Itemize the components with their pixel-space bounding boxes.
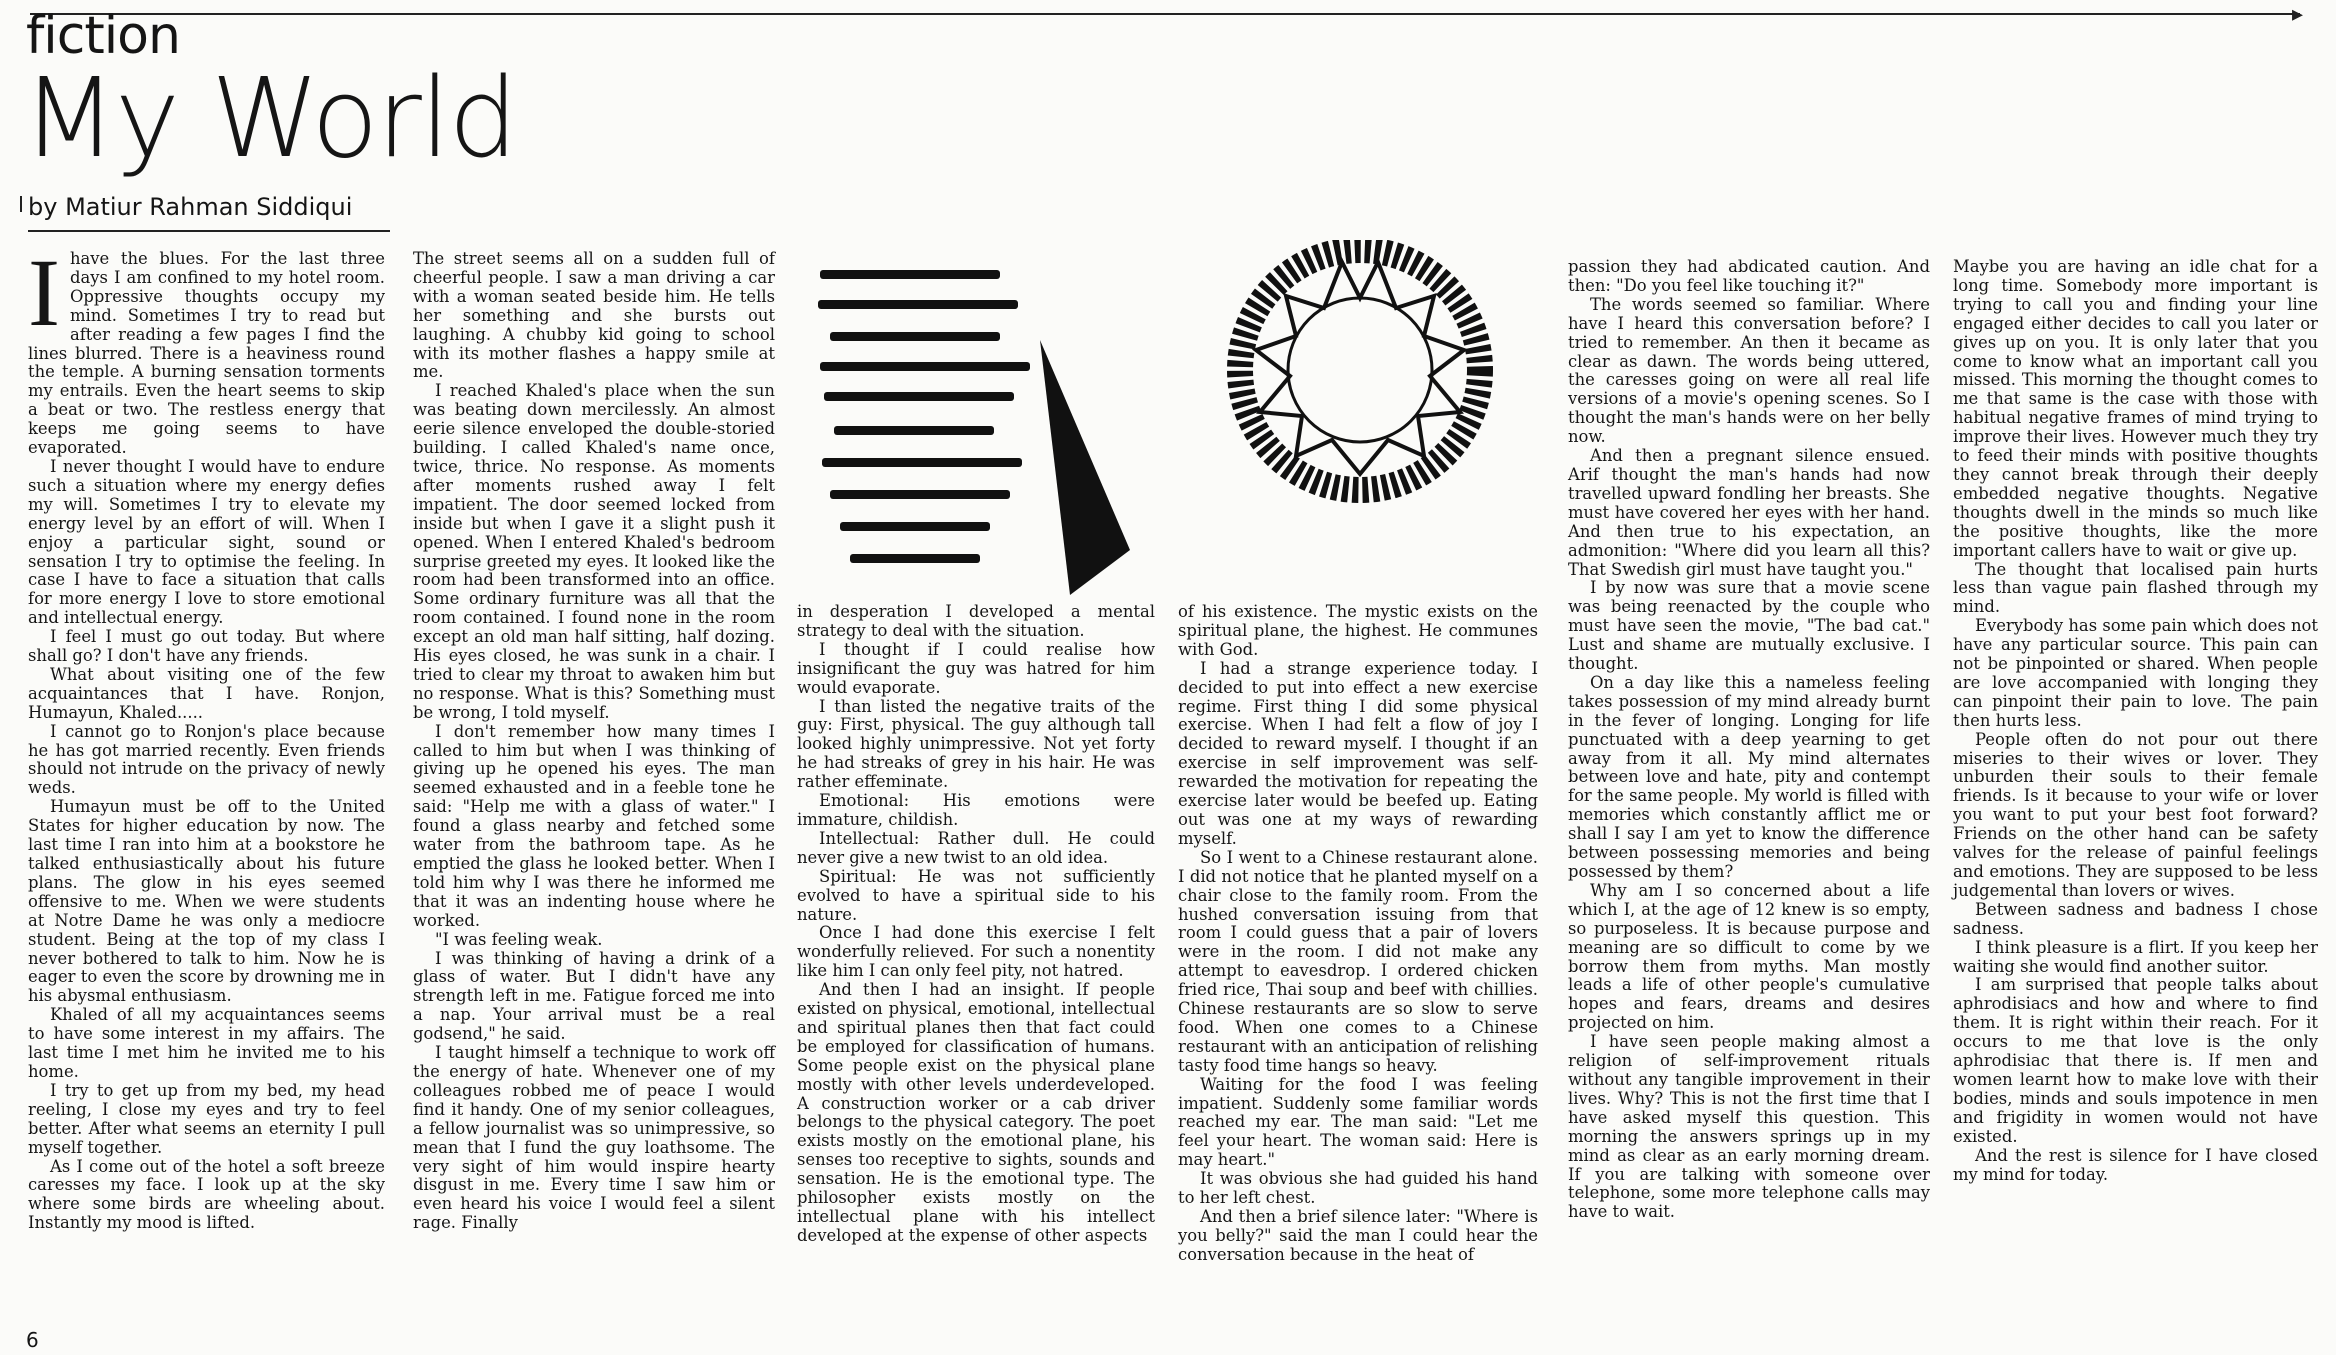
article-paragraph: People often do not pour out there miseries to their wives or lover. They unburden their souls to their female friends. Is it because to your wife or lover you want to put your best foot forward? Friends on the other hand can be safety valves for the release of painful feelings and emotions. They are supposed to be less judgemental than lovers or wives. [1953, 729, 2318, 900]
article-paragraph: And then a pregnant silence ensued. Arif thought the man's hands had now travelled upward fondling her breasts. She must have covered her eyes with her hand. And then true to his expectation, an admonition: "Where did you learn all this? That Swedish girl must have taught you." [1568, 446, 1930, 579]
page-title: My World [22, 54, 517, 182]
article-column-6 [1953, 258, 2318, 1184]
article-paragraph: Emotional: His emotions were immature, childish. [797, 791, 1155, 829]
article-paragraph: I taught himself a technique to work off the energy of hate. Whenever one of my colleagues robbed me of peace I would find it handy. One of my senior colleagues, a fellow journalist was so unimpressive, so mean that I fund the guy loathsome. The very sight of him would inspire hearty disgust in me. Every time I saw him or even heard his voice I would feel a silent rage. Finally [413, 1043, 775, 1233]
article-paragraph: Everybody has some pain which does not have any particular source. This pain can not be pinpointed or shared. When people are love accompanied with longing they can pinpoint their pain to love. The pain then hurts less. [1953, 616, 2318, 730]
scribble-marks-art [818, 270, 1030, 563]
article-paragraph: I have seen people making almost a religion of self-improvement rituals without any tangible improvement in their lives. Why? This is not the first time that I have asked myself this question. This morning the answers springs up in my mind as clear as an early morning dream. If you are talking with someone over telephone, some more telephone calls may have to wait. [1568, 1032, 1930, 1222]
article-paragraph: I am surprised that people talks about aphrodisiacs and how and where to find them. It is right within their reach. For it occurs to me that love is the only aphrodisiac that there is. If men and women learnt how to make love with their bodies, minds and souls impotence in men and frigidity in women would not have existed. [1953, 975, 2318, 1146]
sun-circle-art [1240, 250, 1480, 490]
article-paragraph: Why am I so concerned about a life which I, at the age of 12 knew is so empty, so purposeless. It is because purpose and meaning are so difficult to come by we borrow them from myths. Man mostly leads a life of other people's cumulative hopes and fears, dreams and desires projected on him. [1568, 880, 1930, 1033]
byline-tick [20, 196, 22, 212]
article-paragraph: Spiritual: He was not sufficiently evolved to have a spiritual side to his nature. [797, 866, 1155, 924]
article-paragraph: So I went to a Chinese restaurant alone. I did not notice that he planted myself on a chair close to the family room. From the hushed conversation issuing from that room I could guess that a pair of lovers were in the room. I did not make any attempt to eavesdrop. I ordered chicken fried rice, Thai soup and beef with chillies. Chinese restaurants are so slow to serve food. When one comes to a Chinese restaurant with an anticipation of relishing tasty food time hangs so heavy. [1178, 847, 1538, 1075]
article-column-4 [1178, 603, 1538, 1265]
top-rule [30, 13, 2300, 15]
article-paragraph: I reached Khaled's place when the sun was beating down mercilessly. An almost eerie silence enveloped the double-storied building. I called Khaled's name once, twice, thrice. No response. As moments after moments rushed away I felt impatient. The door seemed locked from inside but when I gave it a slight push it opened. When I entered Khaled's bedroom surprise greeted my eyes. It looked like the room had been transformed into an office. Some ordinary furniture was all that the room contained. I found none in the room except an old man half sitting, half dozing. His eyes closed, he was sunk in a chair. I tried to clear my throat to awaken him but no response. What is this? Something must be wrong, I told myself. [413, 381, 775, 722]
article-paragraph: of his existence. The mystic exists on the spiritual plane, the highest. He communes with God. [1178, 602, 1538, 659]
article-paragraph: The thought that localised pain hurts less than vague pain flashed through my mind. [1953, 559, 2318, 617]
page-number: 6 [26, 1328, 39, 1352]
article-paragraph: As I come out of the hotel a soft breeze caresses my face. I look up at the sky where some birds are wheeling about. Instantly my mood is lifted. [28, 1156, 385, 1233]
illustration [800, 240, 1540, 600]
article-paragraph: I than listed the negative traits of the guy: First, physical. The guy although tall looked highly unimpressive. Not yet forty he had streaks of grey in his hair. He was rather effeminate. [797, 696, 1155, 792]
article-paragraph: Maybe you are having an idle chat for a long time. Somebody more important is trying to call you and finding your line engaged either decides to call you later or gives up on you. It is only later that you come to know what an important call you missed. This morning the thought comes to me that same is the case with those with habitual negative frames of mind trying to improve their lives. However much they try to feed their minds with positive thoughts they cannot break through their deeply embedded negative thoughts. Negative thoughts dwell in the minds so much like the positive thoughts, like the more important callers have to wait or give up. [1953, 257, 2318, 560]
article-paragraph: I don't remember how many times I called to him but when I was thinking of giving up he opened his eyes. The man seemed exhausted and in a feeble tone he said: "Help me with a glass of water." I found a glass nearby and fetched some water from the bathroom tape. As he emptied the glass he looked better. When I told him why I was there he informed me that it was an indenting house where he worked. [413, 721, 775, 930]
article-paragraph: Humayun must be off to the United States for higher education by now. The last time I ran into him at a bookstore he talked enthusiastically about his future plans. The glow in his eyes seemed offensive to me. When we were students at Notre Dame he was only a mediocre student. Being at the top of my class I never bothered to talk to him. Now he is eager to even the score by drowning me in his abysmal enthusiasm. [28, 797, 385, 1006]
article-paragraph: I cannot go to Ronjon's place because he has got married recently. Even friends should not intrude on the privacy of newly weds. [28, 721, 385, 798]
article-paragraph: Khaled of all my acquaintances seems to have some interest in my affairs. The last time I met him he invited me to his home. [28, 1005, 385, 1081]
article-paragraph: I had a strange experience today. I decided to put into effect a new exercise regime. First thing I did some physical exercise. When I had felt a flow of joy I decided to reward myself. I thought if an exercise in self improvement was self-rewarded the motivation for repeating the exercise later would be beefed up. Eating out was one at my ways of rewarding myself. [1178, 658, 1538, 848]
byline: by Matiur Rahman Siddiqui [28, 193, 353, 221]
byline-rule [28, 230, 390, 232]
first-paragraph-text: have the blues. For the last three days I am confined to my hotel room. Oppressive thoughts occupy my mind. Sometimes I try to read but after reading a few pages I find the lines blurred. There is a heaviness round the temple. A burning sensation torments my entrails. Even the heart seems to skip a beat or two. The restless energy that keeps me going seems to have evaporated. [28, 249, 385, 458]
article-paragraph: And the rest is silence for I have closed my mind for today. [1953, 1145, 2318, 1184]
article-paragraph: "I was feeling weak. [435, 929, 603, 949]
article-paragraph: I by now was sure that a movie scene was being reenacted by the couple who must have seen the movie, "The bad cat." Lust and shame are mutually exclusive. I thought. [1568, 578, 1930, 674]
article-paragraph: I thought if I could realise how insignificant the guy was hatred for him would evaporate. [797, 639, 1155, 697]
article-paragraph: in desperation I developed a mental strategy to deal with the situation. [797, 602, 1155, 640]
article-paragraph: It was obvious she had guided his hand to her left chest. [1178, 1169, 1538, 1208]
article-paragraph: I think pleasure is a flirt. If you keep her waiting she would find another suitor. [1953, 937, 2318, 976]
article-paragraph: And then a brief silence later: "Where is you belly?" said the man I could hear the conversation because in the heat of [1178, 1207, 1538, 1264]
article-paragraph: I feel I must go out today. But where shall go? I don't have any friends. [28, 627, 385, 666]
article-paragraph: On a day like this a nameless feeling takes possession of my mind already burnt in the fever of longing. Longing for life punctuated with a deep yearning to get away from it all. My mind alternates between love and hate, pity and contempt for the same people. My world is filled with memories which constantly afflict me or shall I say I am yet to know the difference between possessing memories and being possessed by them? [1568, 672, 1930, 881]
article-paragraph: I was thinking of having a drink of a glass of water. But I didn't have any strength left in me. Fatigue forced me into a nap. Your arrival must be a real godsend," he said. [413, 948, 775, 1044]
article-paragraph: And then I had an insight. If people existed on physical, emotional, intellectual and spiritual planes then that fact could be employed for classification of humans. Some people exist on the physical plane mostly with other levels underdeveloped. A construction worker or a cab driver belongs to the physical category. The poet exists mostly on the emotional plane, his senses too receptive to sights, sounds and sensation. He is the emotional type. The philosopher exists mostly on the intellectual plane with his intellect developed at the expense of other aspects [797, 980, 1155, 1245]
drop-cap: I [28, 239, 60, 346]
article-paragraph: I try to get up from my bed, my head reeling, I close my eyes and try to feel better. After what seems an eternity I pull myself together. [28, 1080, 385, 1157]
triangle-art [1040, 340, 1130, 595]
article-column-5 [1568, 258, 1930, 1222]
arrow-right-icon: ▸ [2292, 2, 2304, 27]
article-paragraph: The street seems all on a sudden full of cheerful people. I saw a man driving a car with a woman seated beside him. He tells her something and she bursts out laughing. A chubby kid going to school with its mother flashes a happy smile at me. [413, 249, 775, 382]
article-paragraph: I never thought I would have to endure such a situation where my energy defies my will. Sometimes I try to elevate my energy level by an effort of will. When I enjoy a particular sight, sound or sensation I try to optimise the feeling. In case I have to face a situation that calls for more energy I love to store emotional and intellectual energy. [28, 456, 385, 628]
article-paragraph: The words seemed so familiar. Where have I heard this conversation before? I tried to remember. An then it became as clear as dawn. The words being uttered, the caresses going on were all real life versions of a movie's opening scenes. So I thought the man's hands were on her belly now. [1568, 294, 1930, 447]
article-column-1 [28, 239, 385, 1233]
section-label: fiction [26, 6, 180, 66]
article-paragraph: What about visiting one of the few acquaintances that I have. Ronjon, Humayun, Khaled..... [28, 664, 385, 722]
article-paragraph: Intellectual: Rather dull. He could never give a new twist to an old idea. [797, 828, 1155, 867]
article-paragraph: Between sadness and badness I chose sadness. [1953, 899, 2318, 938]
article-paragraph: Once I had done this exercise I felt wonderfully relieved. For such a nonentity like him I can only feel pity, not hatred. [797, 923, 1155, 981]
article-paragraph: passion they had abdicated caution. And then: "Do you feel like touching it?" [1568, 257, 1930, 295]
article-paragraph: Waiting for the food I was feeling impatient. Suddenly some familiar words reached my ear. The man said: "Let me feel your heart. The woman said: Here is may heart." [1178, 1074, 1538, 1170]
article-column-3 [797, 603, 1155, 1246]
article-column-2 [413, 250, 775, 1233]
article-paragraph [28, 239, 385, 458]
